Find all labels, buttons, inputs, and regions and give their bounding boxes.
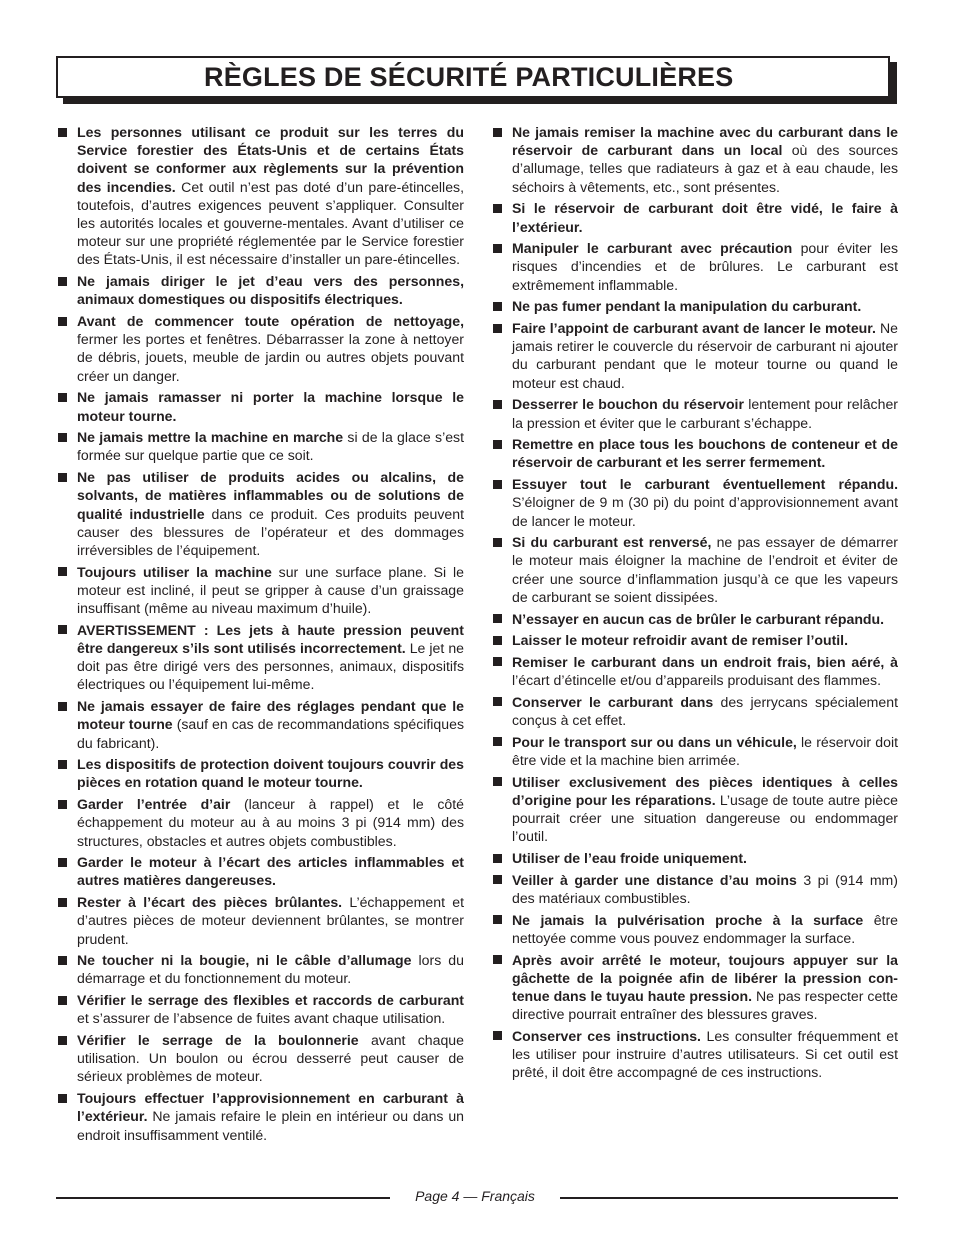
safety-rule-item xyxy=(491,475,898,530)
rule-emphasis: Ne jamais essayer de faire des réglages pendant que le moteur tourne xyxy=(77,698,464,733)
safety-rule-item xyxy=(491,871,898,907)
rule-emphasis: Manipuler le carburant avec précaution xyxy=(512,240,793,257)
left-column xyxy=(56,123,464,1147)
rule-emphasis: Les personnes utilisant ce produit sur les terres du Service forestier des États-Unis et de certains États doivent se conformer aux règlements sur la prévention des incendies. xyxy=(77,124,464,195)
safety-rule-item xyxy=(491,533,898,606)
square-bullet-icon xyxy=(493,302,502,311)
safety-rule-item xyxy=(56,468,464,559)
rule-emphasis: Utiliser de l’eau froide uniquement. xyxy=(512,850,747,867)
square-bullet-icon xyxy=(58,277,67,286)
rule-emphasis: Conserver le carburant dans xyxy=(512,693,714,710)
safety-rule-item xyxy=(56,697,464,752)
rule-text: L’usage de toute autre pièce pourrait créer une situation dangereuse ou endommager l’outil. xyxy=(512,791,898,845)
rule-text: où des sources d’allumage, telles que radiateurs à gaz et à eau chaude, les séchoirs à vêtements, etc., sont présentes. xyxy=(512,142,899,195)
rule-text: lors du démarrage et du fonctionnement du moteur. xyxy=(77,952,464,987)
rule-emphasis: Ne pas utiliser de produits acides ou alcalins, de solvants, de matières inflammables ou de solutions de qualité industrielle xyxy=(77,469,464,522)
page-footer xyxy=(56,1187,898,1207)
rule-text: Ne pas respecter cette directive pourrait entraîner des blessures graves. xyxy=(512,987,898,1023)
rule-text: (lanceur à rappel) et le côté échappement du moteur au à au moins 3 pi (914 mm) des structures, obstacles et autres objets combustibles. xyxy=(77,796,464,849)
rule-text: ne pas essayer de démarrer le moteur mais éloigner la machine de l’endroit et éviter de créer une source d’inflammation jusqu’à ce que les vapeurs de carburant se soient dissipées. xyxy=(512,534,898,605)
square-bullet-icon xyxy=(493,697,502,706)
safety-rule-item xyxy=(56,1031,464,1086)
rule-emphasis: Essuyer tout le carburant éventuellement répandu. xyxy=(512,476,898,493)
rule-text: sur une surface plane. Si le moteur est incliné, il peut se gripper à cause d’un graissage insuffisant (même au niveau maximum d’huile). xyxy=(77,563,464,617)
square-bullet-icon xyxy=(493,875,502,884)
square-bullet-icon xyxy=(493,128,502,137)
title-banner xyxy=(56,56,890,98)
safety-rule-item xyxy=(56,951,464,987)
rule-emphasis: Ne pas fumer pendant la manipulation du carburant. xyxy=(512,298,862,315)
rule-text: l’écart d’étincelle et/ou d’appareils produisant des flammes. xyxy=(512,672,881,689)
square-bullet-icon xyxy=(493,244,502,253)
square-bullet-icon xyxy=(493,440,502,449)
rule-text: le réservoir doit être vide et la machine bien arrimée. xyxy=(512,733,898,768)
safety-rule-item xyxy=(491,319,898,392)
safety-rule-item xyxy=(491,911,898,947)
safety-rule-item xyxy=(491,239,898,294)
safety-rule-item xyxy=(491,951,898,1024)
square-bullet-icon xyxy=(493,854,502,863)
rule-text: dans ce produit. Ces produits peuvent causer des blessures de l’opérateur et des dommages irréversibles de l’équipement. xyxy=(77,505,464,558)
rule-text: avant chaque utilisation. Un boulon ou écrou desserré peut causer de sérieux problèmes de moteur. xyxy=(77,1032,464,1085)
safety-rule-item xyxy=(491,1027,898,1082)
square-bullet-icon xyxy=(493,737,502,746)
safety-rule-item xyxy=(56,991,464,1027)
square-bullet-icon xyxy=(58,433,67,442)
rule-emphasis: Desserrer le bouchon du réservoir xyxy=(512,396,744,413)
rule-text: des jerrycans spécialement conçus à cet effet. xyxy=(512,693,898,729)
safety-rule-item xyxy=(56,428,464,464)
square-bullet-icon xyxy=(58,956,67,965)
rule-emphasis: N’essayer en aucun cas de brûler le carburant répandu. xyxy=(512,610,885,627)
rule-text: Ne jamais retirer le couvercle du réservoir de carburant ni ajouter du carburant pendant que le moteur tourne ou quand le moteur est chaud. xyxy=(512,320,898,391)
safety-rule-item xyxy=(491,693,898,729)
rule-emphasis: Ne jamais remiser la machine avec du carburant dans le réservoir de carburant dans un local xyxy=(512,124,898,159)
rule-emphasis: Si le réservoir de carburant doit être vidé, le faire à l’extérieur. xyxy=(512,200,898,235)
page-number: Page 4 — Français xyxy=(415,1188,535,1204)
rule-emphasis: Garder le moteur à l’écart des articles inflammables et autres matières dangereuses. xyxy=(77,854,464,889)
safety-rule-item xyxy=(56,563,464,618)
safety-rule-item xyxy=(56,853,464,889)
rule-emphasis: Ne jamais diriger le jet d’eau vers des personnes, animaux domestiques ou dispositifs électriques. xyxy=(77,273,464,308)
safety-rule-item xyxy=(56,272,464,308)
square-bullet-icon xyxy=(493,480,502,489)
rule-emphasis: Après avoir arrêté le moteur, toujours appuyer sur la gâchette de la poignée afin de libérer la pression con-tenue dans le tuyau haute pression. xyxy=(512,951,898,1004)
safety-rule-item xyxy=(491,610,898,628)
rule-emphasis: Remettre en place tous les bouchons de conteneur et de réservoir de carburant et les serrer fermement. xyxy=(512,436,898,471)
rule-emphasis: Ne jamais ramasser ni porter la machine lorsque le moteur tourne. xyxy=(77,389,464,424)
safety-rule-item xyxy=(491,123,898,196)
rule-emphasis: Toujours utiliser la machine xyxy=(77,563,272,580)
square-bullet-icon xyxy=(493,657,502,666)
square-bullet-icon xyxy=(58,1094,67,1103)
rule-emphasis: Laisser le moteur refroidir avant de remiser l’outil. xyxy=(512,632,849,649)
rule-emphasis: Rester à l’écart des pièces brûlantes. xyxy=(77,894,343,911)
rule-text: lentement pour relâcher la pression et éviter que le carburant s’échappe. xyxy=(512,396,898,431)
footer-rule-left xyxy=(56,1197,390,1199)
rule-emphasis: Ne jamais la pulvérisation proche à la surface xyxy=(512,911,864,928)
square-bullet-icon xyxy=(493,636,502,645)
rule-emphasis: Ne toucher ni la bougie, ni le câble d’allumage xyxy=(77,952,412,969)
rule-text: Cet outil n’est pas doté d’un pare-étincelles, toutefois, d’autres exigences peuvent s’appliquer. Consulter les autorités locales et gouverne-mentales. Avant d’utiliser ce moteur sur une propriété réglementée par le Service forestier des États-Unis, il est nécessaire d’installer un pare-étincelles. xyxy=(77,178,464,268)
rule-text: Ne jamais refaire le plein en intérieur ou dans un endroit insuffisamment ventilé. xyxy=(77,1108,464,1143)
square-bullet-icon xyxy=(493,1031,502,1040)
rule-emphasis: Utiliser exclusivement des pièces identiques à celles d’origine pour les réparations. xyxy=(512,773,898,808)
square-bullet-icon xyxy=(493,324,502,333)
square-bullet-icon xyxy=(493,955,502,964)
safety-rule-item xyxy=(491,297,898,315)
safety-rule-item xyxy=(491,849,898,867)
rule-text: être nettoyée comme vous pouvez endommager la surface. xyxy=(512,911,899,946)
safety-rule-item xyxy=(491,773,898,846)
square-bullet-icon xyxy=(493,400,502,409)
safety-rule-item xyxy=(56,621,464,694)
rule-emphasis: Veiller à garder une distance d’au moins xyxy=(512,871,797,888)
footer-rule-right xyxy=(560,1197,898,1199)
page-title: RÈGLES DE SÉCURITÉ PARTICULIÈRES xyxy=(204,62,734,92)
rule-emphasis: Avant de commencer toute opération de nettoyage, xyxy=(77,313,464,330)
square-bullet-icon xyxy=(58,1036,67,1045)
rule-text: fermer les portes et fenêtres. Débarrasser la zone à nettoyer de débris, jouets, meuble de jardin ou autres objets pouvant créer un danger. xyxy=(77,331,464,384)
rule-emphasis: Vérifier le serrage de la boulonnerie xyxy=(77,1032,359,1049)
safety-rule-item xyxy=(491,653,898,689)
rule-text: L’échappement et d’autres pièces de moteur deviennent brûlantes, se montrer prudent. xyxy=(77,894,465,947)
rule-text: 3 pi (914 mm) des matériaux combustibles. xyxy=(512,871,898,906)
rule-emphasis: Si du carburant est renversé, xyxy=(512,534,712,551)
rule-text: (sauf en cas de recommandations spécifiques du fabricant). xyxy=(77,716,464,751)
safety-rule-item xyxy=(56,893,464,948)
square-bullet-icon xyxy=(58,702,67,711)
rule-emphasis: Garder l’entrée d’air xyxy=(77,796,231,813)
rule-text: et s’assurer de l’absence de fuites avant chaque utilisation. xyxy=(77,1010,446,1027)
square-bullet-icon xyxy=(58,858,67,867)
safety-rule-item xyxy=(56,795,464,850)
safety-rule-item xyxy=(491,435,898,471)
right-column xyxy=(491,123,898,1085)
square-bullet-icon xyxy=(58,625,67,634)
square-bullet-icon xyxy=(58,317,67,326)
square-bullet-icon xyxy=(58,898,67,907)
square-bullet-icon xyxy=(58,128,67,137)
rule-text: Le jet ne doit pas être dirigé vers des personnes, animaux, dispositifs électriques ou l’équipement lui-même. xyxy=(77,639,464,693)
square-bullet-icon xyxy=(58,473,67,482)
rule-text: S’éloigner de 9 m (30 pi) du point d’approvisionnement avant de lancer le moteur. xyxy=(512,494,898,529)
rule-emphasis: Remiser le carburant dans un endroit frais, bien aéré, à xyxy=(512,653,898,670)
safety-rule-item xyxy=(491,395,898,431)
square-bullet-icon xyxy=(58,800,67,809)
rule-emphasis: Pour le transport sur ou dans un véhicule, xyxy=(512,733,797,750)
rule-text: pour éviter les risques d’incendies et de brûlures. Le carburant est extrêmement inflammable. xyxy=(512,240,898,293)
safety-rule-item xyxy=(56,123,464,269)
square-bullet-icon xyxy=(493,204,502,213)
square-bullet-icon xyxy=(58,760,67,769)
square-bullet-icon xyxy=(58,996,67,1005)
square-bullet-icon xyxy=(493,538,502,547)
rule-emphasis: AVERTISSEMENT : Les jets à haute pression peuvent être dangereux s’ils sont utilisés incorrectement. xyxy=(77,621,464,656)
rule-emphasis: Les dispositifs de protection doivent toujours couvrir des pièces en rotation quand le moteur tourne. xyxy=(77,756,464,791)
square-bullet-icon xyxy=(58,567,67,576)
rule-emphasis: Vérifier le serrage des flexibles et raccords de carburant xyxy=(77,992,464,1009)
rule-emphasis: Faire l’appoint de carburant avant de lancer le moteur. xyxy=(512,320,876,337)
safety-rule-item xyxy=(56,312,464,385)
rule-emphasis: Ne jamais mettre la machine en marche xyxy=(77,429,344,446)
rule-emphasis: Conserver ces instructions. xyxy=(512,1027,701,1044)
left-safety-list xyxy=(56,123,464,1144)
square-bullet-icon xyxy=(493,777,502,786)
square-bullet-icon xyxy=(58,393,67,402)
safety-rule-item xyxy=(56,755,464,791)
safety-rule-item xyxy=(491,631,898,649)
safety-rule-item xyxy=(56,1089,464,1144)
safety-rule-item xyxy=(491,199,898,235)
right-safety-list xyxy=(491,123,898,1081)
square-bullet-icon xyxy=(493,614,502,623)
rule-text: si de la glace s’est formée sur quelque partie que ce soit. xyxy=(77,429,464,464)
rule-text: Les consulter fréquemment et les utiliser pour instruire d’autres utilisateurs. Si cet outil est prêté, il doit être accompagné de ces instructions. xyxy=(512,1027,898,1081)
safety-rule-item xyxy=(491,733,898,769)
square-bullet-icon xyxy=(493,915,502,924)
rule-emphasis: Toujours effectuer l’approvisionnement en carburant à l’extérieur. xyxy=(77,1090,464,1125)
safety-rule-item xyxy=(56,388,464,424)
